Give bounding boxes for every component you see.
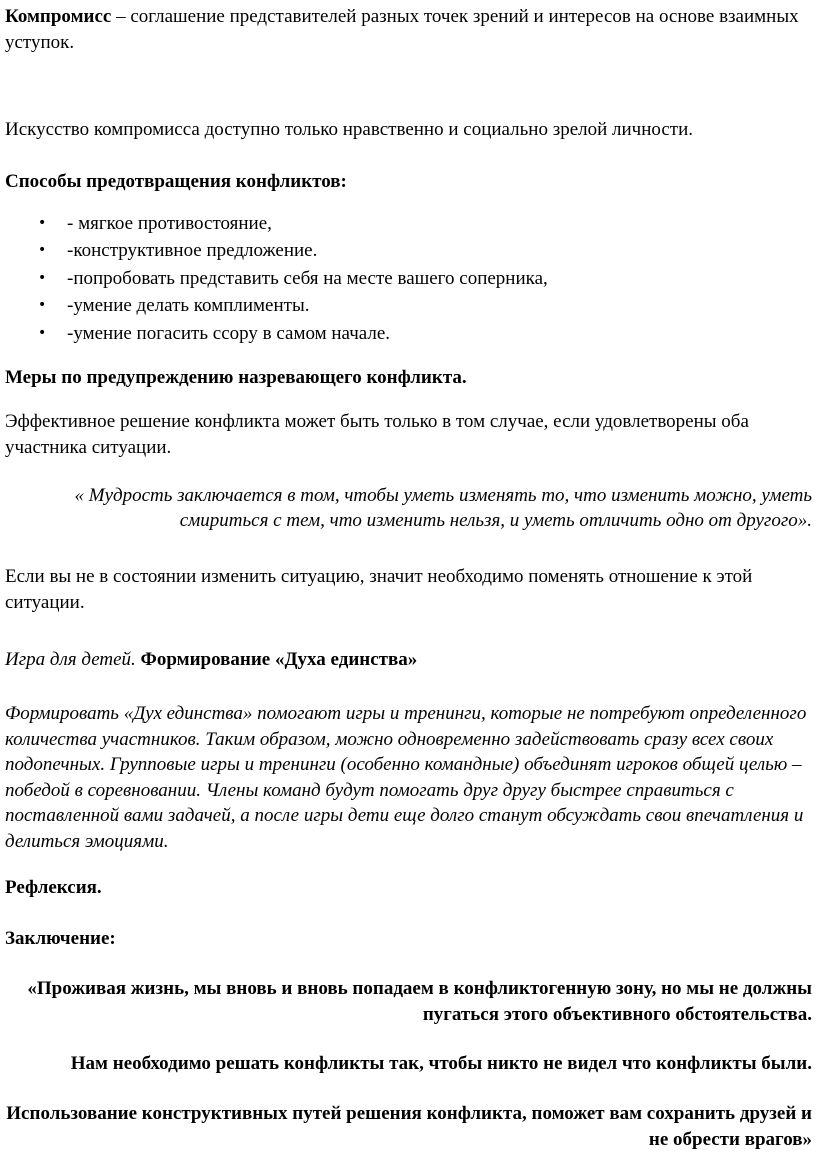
bullet-icon: •: [38, 325, 47, 342]
bullet-icon: •: [38, 214, 47, 231]
change-attitude-paragraph: Если вы не в состоянии изменить ситуацию, значит необходимо поменять отношение к этой ситуации.: [5, 565, 753, 613]
conclusion-paragraph-3: Использование конструктивных путей решения конфликта, поможет вам сохранить друзей и не обрести врагов»: [6, 1102, 812, 1150]
conclusion-paragraph-1: «Проживая жизнь, мы вновь и вновь попадаем в конфликтогенную зону, но мы не должны пугаться этого объективного обстоятельства.: [27, 978, 812, 1025]
bullet-icon: •: [38, 242, 47, 259]
conclusion-paragraph-2: Нам необходимо решать конфликты так, чтобы никто не видел что конфликты были.: [70, 1053, 812, 1075]
list-item-text: -попробовать представить себя на месте вашего соперника,: [67, 267, 548, 289]
art-of-compromise-paragraph: Искусство компромисса доступно только нравственно и социально зрелой личности.: [5, 119, 694, 141]
list-item: [38, 293, 812, 319]
conclusion-heading: Заключение:: [5, 928, 116, 950]
list-item: [38, 266, 812, 292]
effective-resolution-paragraph: Эффективное решение конфликта может быть только в том случае, если удовлетворены оба участника ситуации.: [5, 411, 749, 459]
list-item-text: -умение погасить ссору в самом начале.: [67, 323, 391, 345]
intro-paragraph: [5, 4, 812, 55]
list-item: [38, 211, 812, 237]
game-title: Формирование «Духа единства»: [135, 649, 418, 671]
list-item-text: -умение делать комплименты.: [67, 295, 310, 317]
bullet-icon: •: [38, 269, 47, 286]
list-item-text: - мягкое противостояние,: [67, 212, 272, 234]
game-description-paragraph: Формировать «Дух единства» помогают игры и тренинги, которые не потребуют определенного количества участников. Таким образом, можно одновременно задействовать сразу всех своих подопечных. Групповые игры и тренинги (особенно командные) объединят игроков общей целью – победой в соревновании. Члены команд будут помогать друг другу быстрее справиться с поставленной вами задачей, а после игры дети еще долго станут обсуждать свои впечатления и делиться эмоциями.: [5, 702, 807, 853]
prevention-list: [5, 211, 812, 347]
prevention-heading: Способы предотвращения конфликтов:: [5, 170, 347, 192]
list-item: [38, 321, 812, 347]
game-lead-paragraph: [5, 647, 812, 673]
list-item: [38, 238, 812, 264]
reflection-heading: Рефлексия.: [5, 876, 102, 898]
intro-definition: – соглашение представителей разных точек зрений и интересов на основе взаимных уступок.: [5, 6, 799, 53]
game-lead-label: Игра для детей.: [5, 649, 136, 671]
measures-heading: Меры по предупреждению назревающего конфликта.: [5, 366, 467, 388]
list-item-text: -конструктивное предложение.: [67, 240, 318, 262]
wisdom-quote: « Мудрость заключается в том, чтобы уметь изменять то, что изменить можно, уметь смириться с тем, что изменить нельзя, и уметь отличить одно от другого».: [74, 484, 812, 532]
intro-term: Компромисс: [5, 6, 112, 27]
bullet-icon: •: [38, 297, 47, 314]
